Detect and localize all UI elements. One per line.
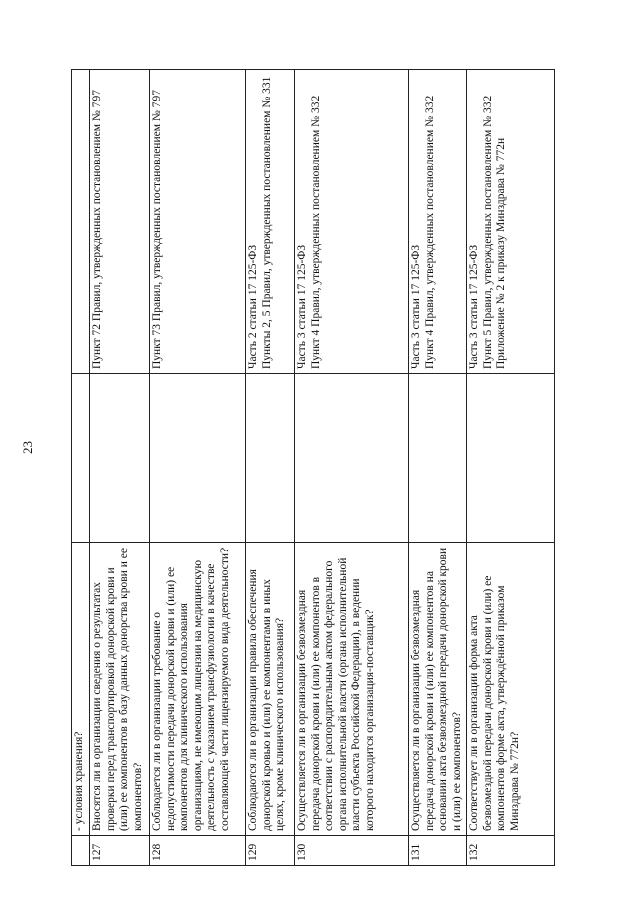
question-cell: - условия хранения? bbox=[72, 543, 90, 836]
reference-line: Пункт 4 Правил, утвержденных постановлением № 332 bbox=[423, 95, 436, 369]
question-cell: Соответствует ли в организации форма акта безвозмездной передачи донорской крови и (или) ее компонентов форме акта, утверждённой приказом Минздрава № 772н? bbox=[467, 543, 555, 836]
table-row bbox=[467, 70, 555, 866]
question-cell: Соблюдается ли в организации требование о недопустимости передачи донорской крови и (или) ее компонентов для клинического использования организациям, не имеющим лицензии на медицинскую деятельность с указанием трансфузиологии в качестве составляющей части лицензируемого вида деятельности? bbox=[150, 543, 246, 836]
empty-cell bbox=[90, 374, 150, 543]
empty-cell bbox=[246, 374, 295, 543]
row-number: 129 bbox=[246, 836, 295, 866]
empty-cell bbox=[467, 374, 555, 543]
question-cell: Осуществляется ли в организации безвозмездная передача донорской крови и (или) ее компонентов в соответствии с распорядительным актом федерального органа исполнительной власти (органа исполнительной власти субъекта Российской Федерации), в ведении которого находится организация-поставщик? bbox=[295, 543, 409, 836]
reference-line: Пункт 5 Правил, утвержденных постановлением № 332 bbox=[481, 95, 494, 369]
table-row bbox=[150, 70, 246, 866]
question-cell: Вносятся ли в организации сведения о результатах проверки перед транспортировкой донорской крови и (или) ее компонентов в базу данных донорства крови и ее компонентов? bbox=[90, 543, 150, 836]
checklist-table bbox=[71, 69, 555, 866]
table-row bbox=[409, 70, 467, 866]
row-number: 128 bbox=[150, 836, 246, 866]
rotated-page-content bbox=[71, 70, 519, 866]
table-row bbox=[246, 70, 295, 866]
empty-cell bbox=[72, 374, 90, 543]
page-number: 23 bbox=[20, 441, 35, 454]
reference-line: Пункт 72 Правил, утвержденных постановлением № 797 bbox=[91, 90, 103, 369]
empty-cell bbox=[295, 374, 409, 543]
reference-line: Пункт 4 Правил, утвержденных постановлением № 332 bbox=[309, 95, 322, 369]
reference-line: Приложение № 2 к приказу Минздрава № 772н bbox=[495, 137, 507, 369]
reference-cell bbox=[467, 70, 555, 374]
empty-cell bbox=[150, 374, 246, 543]
reference-line: Пункт 73 Правил, утвержденных постановлением № 797 bbox=[151, 90, 163, 369]
table-row bbox=[72, 70, 90, 866]
reference-line: Часть 3 статьи 17 125-ФЗ bbox=[410, 244, 422, 369]
table-row bbox=[90, 70, 150, 866]
question-cell: Осуществляется ли в организации безвозмездная передача донорской крови и (или) ее компонентов на основании акта безвозмездной передачи донорской крови и (или) ее компонентов? bbox=[409, 543, 467, 836]
table-row bbox=[295, 70, 409, 866]
reference-line: Часть 3 статьи 17 125-ФЗ bbox=[296, 244, 308, 369]
row-number bbox=[72, 836, 90, 866]
empty-cell bbox=[409, 374, 467, 543]
question-cell: Соблюдаются ли в организации правила обеспечения донорской кровью и (или) ее компонентами в иных целях, кроме клинического использования? bbox=[246, 543, 295, 836]
row-number: 132 bbox=[467, 836, 555, 866]
reference-cell bbox=[409, 70, 467, 374]
row-number: 127 bbox=[90, 836, 150, 866]
reference-cell bbox=[150, 70, 246, 374]
reference-line: Часть 2 статьи 17 125-ФЗ bbox=[247, 244, 259, 369]
reference-cell bbox=[246, 70, 295, 374]
reference-line: Часть 3 статьи 17 125-ФЗ bbox=[468, 244, 480, 369]
reference-cell bbox=[295, 70, 409, 374]
row-number: 131 bbox=[409, 836, 467, 866]
reference-cell bbox=[72, 70, 90, 374]
reference-line: Пункты 2, 5 Правил, утвержденных постановлением № 331 bbox=[260, 76, 273, 369]
row-number: 130 bbox=[295, 836, 409, 866]
reference-cell bbox=[90, 70, 150, 374]
